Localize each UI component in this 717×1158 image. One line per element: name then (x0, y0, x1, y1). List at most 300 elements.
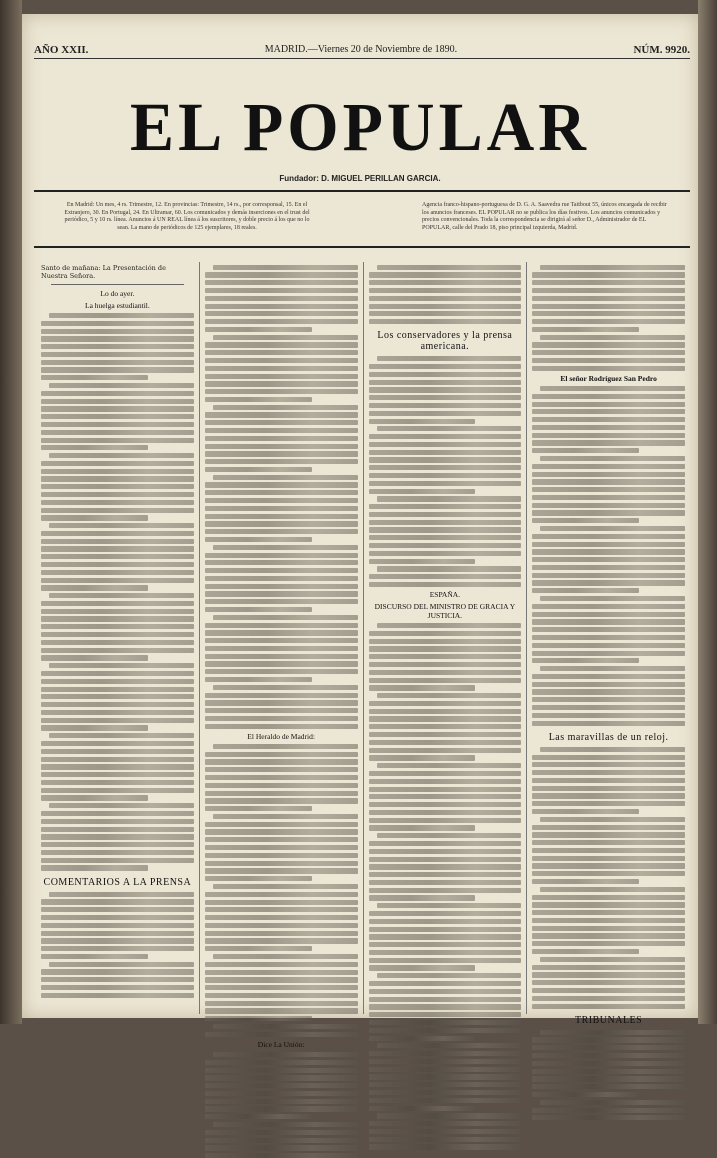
text-line (213, 884, 358, 889)
text-line (205, 412, 358, 417)
text-line (532, 721, 685, 726)
text-line (369, 654, 522, 659)
text-line (369, 411, 522, 416)
text-line (41, 515, 148, 520)
text-line (369, 989, 522, 994)
text-line (369, 981, 522, 986)
text-line (369, 678, 522, 683)
text-line (205, 724, 358, 729)
text-line (41, 539, 194, 544)
text-line (532, 604, 685, 609)
text-line (532, 394, 685, 399)
lead-note: Santo de mañana: La Presentación de Nuestra Señora. (41, 264, 166, 280)
text-line (205, 327, 312, 332)
text-line (532, 910, 685, 915)
text-line (205, 798, 358, 803)
text-line (41, 850, 194, 855)
text-line (532, 1045, 685, 1050)
text-line (41, 367, 194, 372)
text-line (205, 892, 358, 897)
text-line (377, 265, 522, 270)
top-rule (34, 58, 690, 59)
text-line (532, 472, 685, 477)
text-line (41, 834, 194, 839)
text-line (369, 639, 522, 644)
text-line (369, 880, 522, 885)
text-line (369, 387, 522, 392)
text-line (49, 663, 194, 668)
text-line (41, 399, 194, 404)
text-line (369, 685, 476, 690)
text-line (532, 918, 685, 923)
text-line (369, 1121, 522, 1126)
text-line (532, 464, 685, 469)
subscription-terms: En Madrid: Un mes, 4 rs. Trimestre, 12. En provincias: Trimestre, 14 rs., por corresponsal, 15. En el Extranjero, 30. En Portugal, 24. En Ultramar, 60. Los comunicados y demás inserciones en el trust del periódico, 5 y 10 rs. línea. Anuncios á UN REAL línea á los suscritores, y doble precio á los que no lo sean. La mano de periódicos de 125 ejemplares, 18 reales. (64, 202, 310, 231)
text-line (532, 557, 685, 562)
text-line (41, 578, 194, 583)
text-line (532, 510, 685, 515)
text-line (41, 923, 194, 928)
text-line (377, 973, 522, 978)
text-line (532, 713, 685, 718)
text-line (532, 871, 685, 876)
text-line (369, 942, 522, 947)
text-line (369, 857, 522, 862)
text-line (213, 685, 358, 690)
text-line (205, 1091, 358, 1096)
text-line (532, 503, 685, 508)
text-line (205, 272, 358, 277)
text-line (377, 763, 522, 768)
text-line (532, 902, 685, 907)
text-line (532, 518, 639, 523)
text-line (369, 794, 522, 799)
text-line (205, 537, 312, 542)
column-4 (527, 262, 690, 1026)
text-line (540, 1100, 685, 1105)
text-line (41, 430, 194, 435)
text-line (377, 566, 522, 571)
text-line (532, 762, 685, 767)
text-line (205, 900, 358, 905)
text-line (205, 1060, 358, 1065)
text-line (540, 1030, 685, 1035)
text-line (205, 576, 358, 581)
text-line (540, 596, 685, 601)
text-line (205, 350, 358, 355)
text-line (532, 542, 685, 547)
text-line (532, 573, 685, 578)
text-line (532, 825, 685, 830)
text-line (532, 1115, 685, 1120)
text-line (41, 795, 148, 800)
text-line (41, 585, 148, 590)
article-heading: La huelga estudiantil. (84, 301, 150, 310)
text-line (369, 1074, 522, 1079)
text-line (205, 444, 358, 449)
text-line (205, 661, 358, 666)
text-line (532, 1076, 685, 1081)
text-line (369, 450, 522, 455)
text-line (369, 481, 522, 486)
text-line (213, 1122, 358, 1127)
text-line (369, 818, 522, 823)
text-line (41, 772, 194, 777)
text-line (205, 646, 358, 651)
text-line (205, 1075, 358, 1080)
text-line (532, 1061, 685, 1066)
text-line (369, 520, 522, 525)
text-line (532, 879, 639, 884)
column-1 (36, 262, 200, 1014)
dateline: MADRID.—Viernes 20 de Noviembre de 1890. (264, 44, 458, 55)
text-line (205, 783, 358, 788)
text-line (377, 1043, 522, 1048)
text-line (369, 311, 522, 316)
text-line (213, 545, 358, 550)
text-line (532, 1108, 685, 1113)
text-line (532, 697, 685, 702)
text-line (532, 479, 685, 484)
text-line (369, 787, 522, 792)
text-line (540, 887, 685, 892)
text-line (205, 1032, 358, 1037)
text-line (41, 780, 194, 785)
text-line (41, 718, 194, 723)
text-line (369, 559, 476, 564)
text-line (369, 1059, 522, 1064)
text-line (532, 933, 685, 938)
text-line (532, 366, 685, 371)
text-line (41, 899, 194, 904)
text-line (49, 892, 194, 897)
text-line (369, 1106, 476, 1111)
text-line (41, 915, 194, 920)
text-line (205, 1083, 358, 1088)
text-line (205, 1106, 358, 1111)
text-line (532, 705, 685, 710)
text-line (41, 414, 194, 419)
text-line (205, 358, 358, 363)
text-line (369, 802, 522, 807)
text-line (377, 833, 522, 838)
text-line (41, 492, 194, 497)
year-label: AÑO XXII. (34, 44, 89, 56)
text-line (532, 342, 685, 347)
text-line (532, 272, 685, 277)
text-line (41, 907, 194, 912)
text-line (369, 512, 522, 517)
text-line (369, 779, 522, 784)
text-line (369, 724, 522, 729)
text-line (205, 837, 358, 842)
text-line (369, 489, 476, 494)
text-line (41, 679, 194, 684)
text-line (205, 970, 358, 975)
text-line (213, 615, 358, 620)
text-line (369, 895, 476, 900)
text-line (369, 927, 522, 932)
text-line (532, 926, 685, 931)
text-line (532, 863, 685, 868)
text-line (41, 562, 194, 567)
text-line (213, 475, 358, 480)
text-line (205, 677, 312, 682)
text-line (205, 623, 358, 628)
text-line (532, 801, 685, 806)
text-line (369, 755, 476, 760)
article-heading: ESPAÑA. (429, 590, 461, 600)
text-line (369, 1036, 476, 1041)
text-line (205, 599, 358, 604)
text-line (205, 1138, 358, 1143)
text-line (41, 865, 148, 870)
text-line (41, 438, 194, 443)
text-line (205, 946, 312, 951)
text-line (532, 495, 685, 500)
text-line (532, 941, 685, 946)
text-line (369, 965, 476, 970)
text-line (540, 817, 685, 822)
text-line (49, 733, 194, 738)
text-line (377, 426, 522, 431)
text-line (41, 938, 194, 943)
text-line (205, 853, 358, 858)
text-line (41, 476, 194, 481)
text-line (369, 934, 522, 939)
text-line (369, 280, 522, 285)
text-line (369, 849, 522, 854)
text-line (213, 814, 358, 819)
text-line (532, 440, 685, 445)
text-line (205, 397, 312, 402)
text-line (377, 1113, 522, 1118)
text-line (369, 403, 522, 408)
text-line (205, 1001, 358, 1006)
text-line (41, 601, 194, 606)
text-line (369, 457, 522, 462)
text-line (369, 442, 522, 447)
text-line (369, 504, 522, 509)
text-line (49, 803, 194, 808)
text-line (532, 1092, 639, 1097)
text-line (205, 923, 358, 928)
text-line (205, 490, 358, 495)
text-line (532, 980, 685, 985)
founder-line: Fundador: D. MIGUEL PERILLAN GARCIA. (279, 174, 441, 183)
text-line (205, 716, 358, 721)
text-line (205, 459, 358, 464)
text-line (205, 280, 358, 285)
text-line (41, 993, 194, 998)
text-line (369, 1004, 522, 1009)
text-line (205, 420, 358, 425)
text-line (369, 771, 522, 776)
text-line (205, 560, 358, 565)
text-line (532, 658, 639, 663)
text-line (369, 535, 522, 540)
text-line (532, 448, 639, 453)
text-line (369, 1012, 522, 1017)
text-line (532, 402, 685, 407)
text-line (540, 747, 685, 752)
text-line (41, 757, 194, 762)
text-line (41, 764, 194, 769)
text-line (205, 669, 358, 674)
text-line (532, 1053, 685, 1058)
text-line (369, 395, 522, 400)
text-line (532, 689, 685, 694)
text-line (205, 428, 358, 433)
text-line (369, 646, 522, 651)
text-line (41, 469, 194, 474)
article-heading: Lo do ayer. (100, 289, 135, 298)
text-line (532, 304, 685, 309)
text-line (205, 907, 358, 912)
text-line (532, 988, 685, 993)
text-line (532, 972, 685, 977)
text-line (369, 950, 522, 955)
text-line (41, 406, 194, 411)
text-line (41, 321, 194, 326)
text-line (532, 682, 685, 687)
text-line (213, 954, 358, 959)
text-line (41, 931, 194, 936)
text-line (532, 793, 685, 798)
text-line (532, 809, 639, 814)
text-line (41, 819, 194, 824)
text-line (532, 1084, 685, 1089)
text-line (205, 389, 358, 394)
text-line (41, 554, 194, 559)
text-line (41, 977, 194, 982)
text-line (532, 1037, 685, 1042)
text-line (369, 1129, 522, 1134)
column-2 (200, 262, 364, 1049)
text-line (532, 619, 685, 624)
text-line (369, 1137, 522, 1142)
agency-notice: Agencia franco-hispano-portuguesa de D. G. A. Saavedra rue Taitbout 55, únicos encargada de recibir los anuncios franceses. EL POPULAR no se publica los días festivos. Los anuncios comunicados y precios convencionales. Toda la correspondencia se dirigirá al señor D., Administrador de EL POPULAR, calle del Prado 18, piso principal izquierda, Madrid. (422, 202, 667, 231)
text-line (532, 433, 685, 438)
page-edge-left (0, 0, 22, 1024)
text-line (369, 465, 522, 470)
text-line (205, 759, 358, 764)
text-line (41, 842, 194, 847)
text-line (41, 352, 194, 357)
article-heading: TRIBUNALES (575, 1014, 643, 1026)
text-line (369, 670, 522, 675)
text-line (532, 949, 639, 954)
text-line (369, 740, 522, 745)
text-line (369, 304, 522, 309)
article-heading: DISCURSO DEL MINISTRO DE GRACIA Y JUSTICIA. (374, 602, 516, 621)
text-line (205, 806, 312, 811)
text-line (369, 1067, 522, 1072)
terms-rule (34, 246, 690, 248)
text-line (49, 453, 194, 458)
text-line (205, 521, 358, 526)
text-line (369, 1051, 522, 1056)
text-line (213, 405, 358, 410)
text-line (369, 701, 522, 706)
text-line (205, 304, 358, 309)
text-line (532, 280, 685, 285)
text-line (41, 954, 148, 959)
text-line (532, 786, 685, 791)
text-line (205, 607, 312, 612)
text-line (41, 725, 148, 730)
text-line (369, 419, 476, 424)
text-line (205, 993, 358, 998)
text-line (41, 624, 194, 629)
text-line (205, 775, 358, 780)
text-line (369, 296, 522, 301)
article-heading: Dice La Unión: (257, 1039, 305, 1049)
text-line (41, 655, 148, 660)
text-line (369, 380, 522, 385)
text-line (205, 1008, 358, 1013)
text-line (532, 778, 685, 783)
text-line (540, 957, 685, 962)
text-line (532, 311, 685, 316)
text-line (540, 456, 685, 461)
text-line (205, 1068, 358, 1073)
text-line (205, 529, 358, 534)
text-line (369, 919, 522, 924)
text-line (369, 551, 522, 556)
text-line (369, 1020, 522, 1025)
text-line (41, 546, 194, 551)
text-line (532, 549, 685, 554)
text-line (369, 841, 522, 846)
text-line (41, 702, 194, 707)
text-line (213, 265, 358, 270)
text-line (377, 356, 522, 361)
text-line (532, 996, 685, 1001)
text-line (41, 616, 194, 621)
text-line (369, 911, 522, 916)
text-line (205, 1016, 312, 1021)
text-line (49, 313, 194, 318)
text-line (369, 997, 522, 1002)
text-line (205, 1130, 358, 1135)
text-line (532, 832, 685, 837)
article-heading: El señor Rodríguez San Pedro (560, 373, 657, 383)
text-line (41, 827, 194, 832)
text-line (369, 527, 522, 532)
text-line (41, 570, 194, 575)
text-line (532, 643, 685, 648)
text-line (205, 482, 358, 487)
text-line (369, 716, 522, 721)
text-line (205, 311, 358, 316)
text-line (532, 635, 685, 640)
text-line (205, 962, 358, 967)
text-line (41, 329, 194, 334)
text-line (205, 342, 358, 347)
text-line (205, 1145, 358, 1150)
text-line (41, 461, 194, 466)
text-line (369, 810, 522, 815)
text-line (205, 700, 358, 705)
text-line (49, 962, 194, 967)
text-line (369, 364, 522, 369)
text-line (369, 1144, 522, 1149)
text-line (369, 1028, 522, 1033)
masthead-top-line (34, 44, 690, 56)
text-line (41, 609, 194, 614)
text-line (532, 627, 685, 632)
